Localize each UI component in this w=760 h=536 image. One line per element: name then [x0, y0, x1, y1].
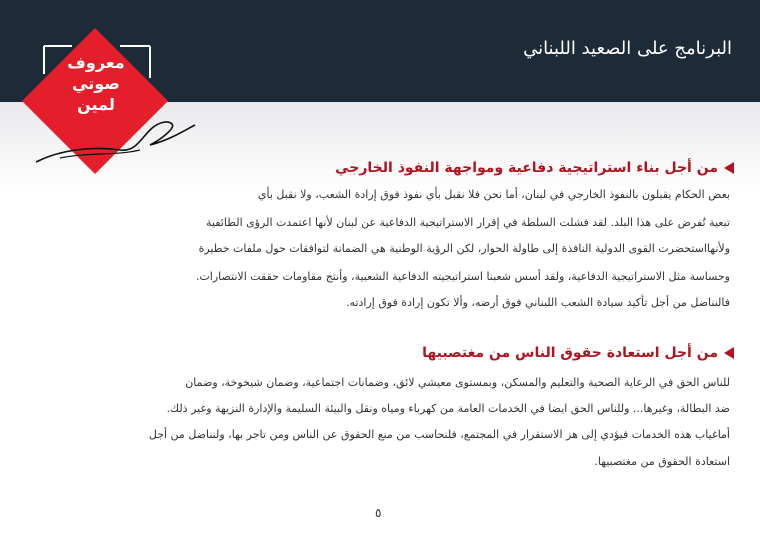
- paragraph-line: فالنناضل من أجل تأكيد سيادة الشعب اللبناني فوق أرضه، وألا تكون إرادة فوق إرادته.: [346, 296, 730, 309]
- paragraph-line: أماغياب هذه الخدمات فيؤدي إلى هز الاستقرار في المجتمع، فلنحاسب من منع الحقوق عن الناس ومن تاجر بها، ولنناضل من أجل: [148, 428, 730, 441]
- paragraph-line: تبعية تُفرض على هذا البلد. لقد فشلت السلطة في إقرار الاستراتيجية الدفاعية عن لبنان لأنها اعتمدت الرؤى الطائفية: [206, 216, 730, 229]
- paragraph-line: وحساسة مثل الاستراتيجية الدفاعية، ولقد أسس شعبنا استراتيجيته الدفاعية الشعبية، وأنتج مقاومات حققت الانتصارات.: [195, 270, 730, 283]
- page-number: ٥: [375, 506, 382, 520]
- page-title: البرنامج على الصعيد اللبناني: [523, 38, 732, 59]
- paragraph-line: ولأنهااستحضرت القوى الدولية النافذة إلى طاولة الحوار، لكن الرؤية الوطنية هي الضمانة لتوافقات حول ملفات خطيرة: [198, 242, 730, 255]
- triangle-bullet-icon: [724, 347, 734, 359]
- paragraph-line: ضد البطالة، وغيرها... وللناس الحق ايضا في الخدمات العامة من كهرباء ومياه ونقل والبيئة السليمة والإدارة النزيهة وغير ذلك.: [166, 402, 730, 415]
- logo-text: معروف صوتي لمين: [67, 53, 125, 114]
- paragraph-line: للناس الحق في الرعاية الصحية والتعليم والمسكن، وبمستوى معيشي لائق، وضمانات اجتماعية، وضمان شيخوخة، وضمان: [185, 376, 730, 389]
- section-heading-defense: من أجل بناء استراتيجية دفاعية ومواجهة النفوذ الخارجي: [335, 160, 734, 176]
- triangle-bullet-icon: [724, 162, 734, 174]
- paragraph-line: بعض الحكام يقبلون بالنفوذ الخارجي في لبنان، أما نحن فلا نقبل بأي نفوذ فوق إرادة الشعب، ولا نقبل بأي: [257, 188, 730, 201]
- logo: [0, 0, 200, 175]
- paragraph-line: استعادة الحقوق من مغتصبيها.: [594, 455, 730, 468]
- section-heading-rights: من أجل استعادة حقوق الناس من مغتصبيها: [422, 345, 734, 361]
